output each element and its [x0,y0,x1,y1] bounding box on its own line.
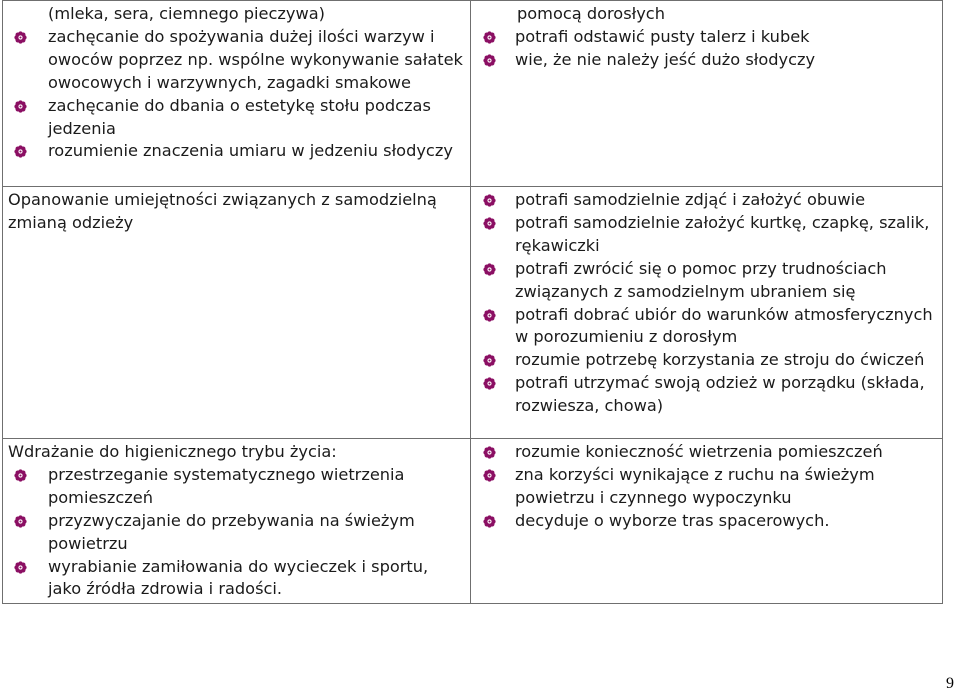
table-row [3,187,943,439]
section-heading [8,189,464,235]
flower-bullet-icon [483,469,496,482]
item-text: wyrabianie zamiłowania do wycieczek i sportu, jako źródła zdrowia i radości. [48,556,429,599]
item-text: potrafi zwrócić się o pomoc przy trudnościach związanych z samodzielnym ubraniem się [515,258,887,301]
table-row [3,1,943,187]
table-cell-left [3,187,471,439]
flower-bullet-icon [14,561,27,574]
item-text: potrafi dobrać ubiór do warunków atmosferycznych w porozumieniu z dorosłym [515,304,933,347]
item-text: zachęcanie do dbania o estetykę stołu podczas jedzenia [48,95,431,138]
list-item [8,26,464,95]
flower-bullet-icon [14,515,27,528]
item-text: zna korzyści wynikające z ruchu na świeżym powietrzu i czynnego wypoczynku [515,464,875,507]
item-text: decyduje o wyborze tras spacerowych. [515,510,830,530]
list-item [477,258,936,304]
flower-bullet-icon [14,31,27,44]
list-item [477,189,936,212]
page-number: 9 [946,675,954,692]
flower-bullet-icon [14,145,27,158]
flower-bullet-icon [14,469,27,482]
table-cell-left [3,1,471,187]
list-item [8,464,464,510]
item-text: potrafi samodzielnie założyć kurtkę, czapkę, szalik, rękawiczki [515,212,930,255]
continued-text [8,3,464,26]
item-text: potrafi odstawić pusty talerz i kubek [515,26,810,46]
item-text: potrafi utrzymać swoją odzież w porządku (składa, rozwiesza, chowa) [515,373,925,416]
continued-text [477,3,936,26]
table-cell-left [3,439,471,604]
item-text: przyzwyczajanie do przebywania na świeżym powietrzu [48,510,415,553]
table-row [3,439,943,604]
flower-bullet-icon [483,54,496,67]
list-item [8,95,464,141]
curriculum-table [2,0,943,604]
item-text: (mleka, sera, ciemnego pieczywa) [48,4,325,23]
flower-bullet-icon [483,354,496,367]
item-text: rozumie konieczność wietrzenia pomieszczeń [515,442,883,461]
list-item [477,26,936,49]
flower-bullet-icon [483,263,496,276]
section-heading [8,441,464,464]
list-item [8,510,464,556]
table-cell-right [471,1,943,187]
flower-bullet-icon [483,217,496,230]
item-text: rozumie potrzebę korzystania ze stroju do ćwiczeń [515,350,925,370]
list-item [477,464,936,510]
item-text: zachęcanie do spożywania dużej ilości warzyw i owoców poprzez np. wspólne wykonywanie sałatek owocowych i warzywnych, zagadki smakowe [48,26,463,92]
list-item [477,372,936,418]
flower-bullet-icon [483,194,496,207]
list-item [477,49,936,72]
item-text: wie, że nie należy jeść dużo słodyczy [515,49,816,69]
list-item [477,212,936,258]
flower-bullet-icon [483,31,496,44]
list-item [8,140,464,163]
table-cell-right [471,439,943,604]
list-item [477,510,936,533]
flower-bullet-icon [483,377,496,390]
list-item [477,441,936,464]
item-text: pomocą dorosłych [517,4,665,23]
item-text: Opanowanie umiejętności związanych z samodzielną zmianą odzieży [8,190,437,232]
table-cell-right [471,187,943,439]
list-item [477,304,936,350]
list-item [8,556,464,602]
flower-bullet-icon [483,309,496,322]
item-text: rozumienie znaczenia umiaru w jedzeniu słodyczy [48,141,453,161]
flower-bullet-icon [14,100,27,113]
flower-bullet-icon [483,446,496,459]
item-text: potrafi samodzielnie zdjąć i założyć obuwie [515,190,866,209]
item-text: przestrzeganie systematycznego wietrzenia pomieszczeń [48,464,405,507]
list-item [477,349,936,372]
item-text: Wdrażanie do higienicznego trybu życia: [8,442,337,461]
flower-bullet-icon [483,515,496,528]
